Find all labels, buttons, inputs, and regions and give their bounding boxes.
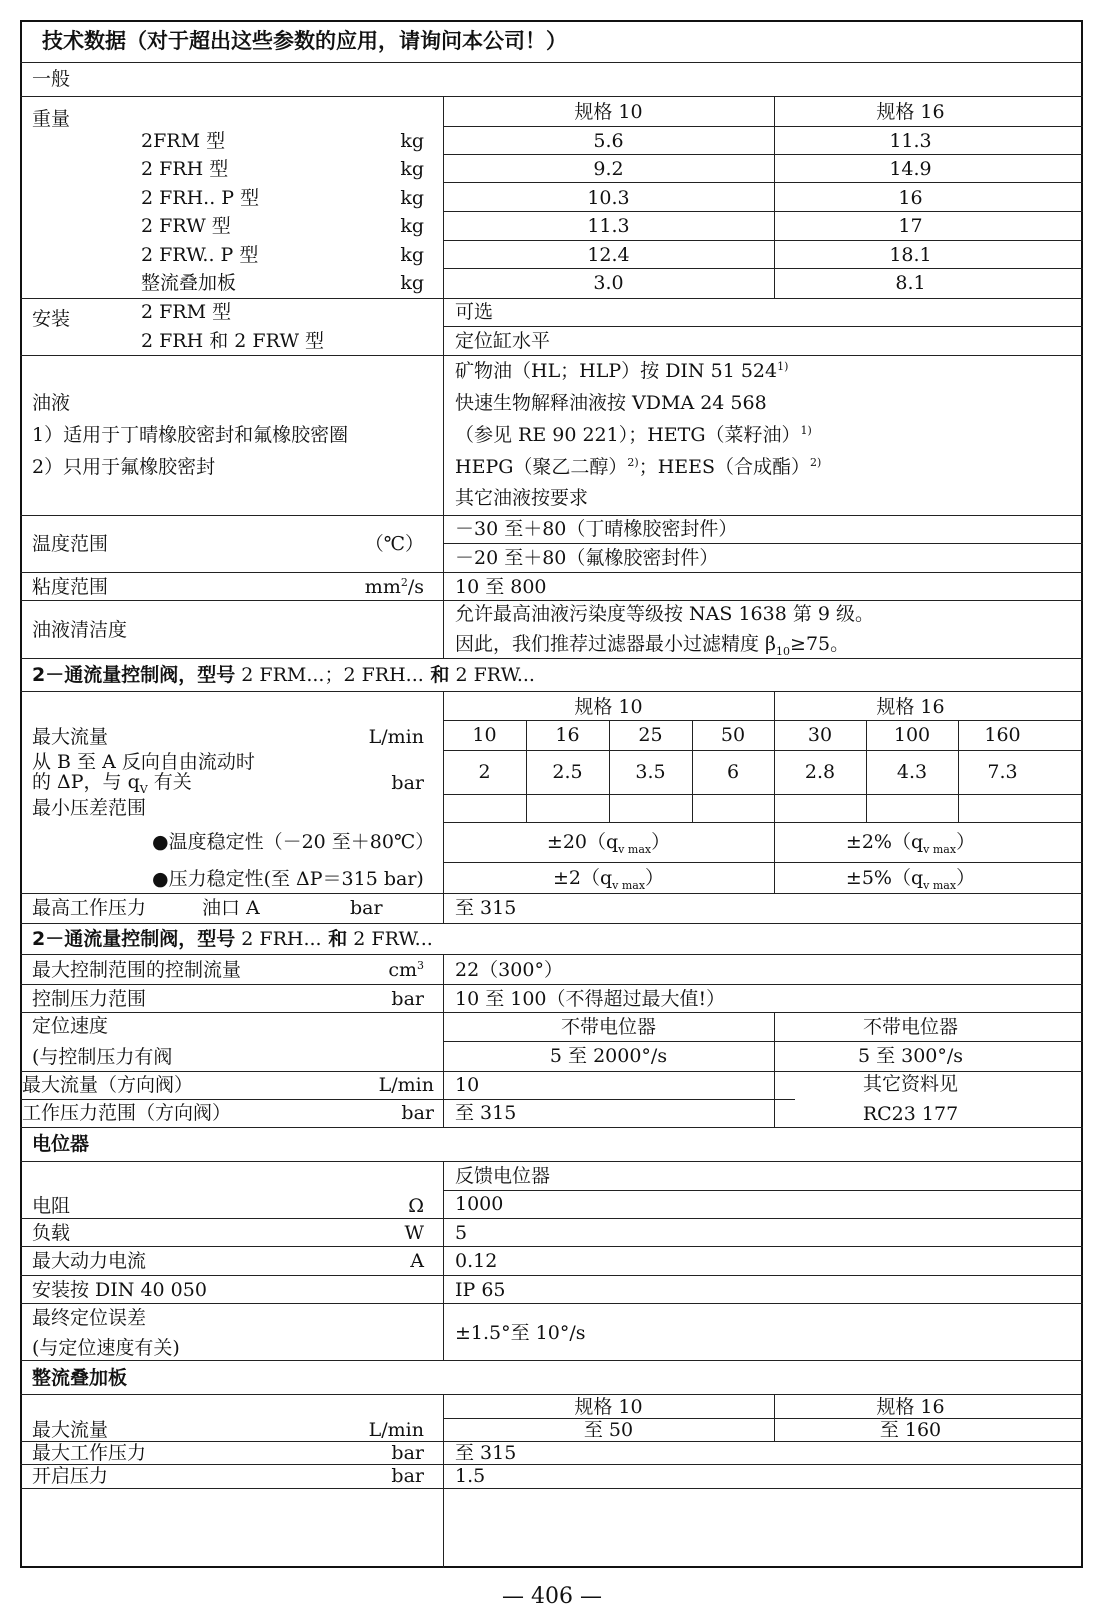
weight-v10-5: 3.0: [593, 272, 624, 294]
weight-unit-2: kg: [400, 187, 424, 209]
s2-dp-4: 2.8: [804, 761, 836, 783]
s3-dir-flow-label: 最大流量（方向阀）: [22, 1074, 194, 1096]
s2-press-stab-v10: $\pm 2(q_{v max})$: [552, 867, 665, 892]
installation-value-1: 定位缸水平: [455, 330, 551, 352]
fluid-note-2: 2）只用于氟橡胶密封: [32, 456, 216, 478]
s3-ctrl-flow-unit: $cm^3$: [388, 959, 424, 981]
s2-dp-6: 7.3: [987, 761, 1018, 783]
general-heading: 一般: [32, 68, 71, 90]
weight-unit-0: kg: [400, 130, 424, 152]
s2-maxflow-5: 100: [893, 724, 931, 746]
s2-maxpress-value: 至 315: [455, 897, 517, 919]
weight-type-0: 2FRM 型: [141, 130, 226, 152]
s2-temp-stab-v16: $\pm 2\%(q_{v max})$: [845, 831, 976, 856]
temperature-label: 温度范围: [32, 533, 109, 555]
s2-maxflow-4: 30: [807, 724, 833, 746]
weight-v10-3: 11.3: [587, 215, 630, 237]
pot-label-0: 电阻: [32, 1195, 71, 1217]
weight-size10-header: 规格 10: [574, 101, 643, 123]
s3-dir-press-label: 工作压力范围（方向阀）: [22, 1102, 232, 1124]
weight-v16-1: 14.9: [889, 158, 932, 180]
s3-ctrl-flow-label: 最大控制范围的控制流量: [32, 959, 242, 981]
pot-value-3: IP 65: [455, 1279, 506, 1301]
s3-other-info-1: 其它资料见: [862, 1073, 958, 1095]
s2-maxpress-port: 油口 A: [202, 897, 260, 919]
fluid-note-1: 1）适用于丁晴橡胶密封和氟橡胶密圈: [32, 424, 349, 446]
s2-dp-label-2: 的 ΔP，与 $q_V$ 有关: [32, 771, 192, 796]
weight-v10-2: 10.3: [587, 187, 630, 209]
s3-dir-flow-value: 10: [455, 1074, 480, 1096]
weight-type-3: 2 FRW 型: [141, 215, 231, 237]
fluid-line-5: 其它油液按要求: [455, 487, 589, 509]
weight-v10-4: 12.4: [587, 244, 630, 266]
s3-pos-speed-v10: 5 至 2000°/s: [549, 1045, 668, 1067]
rect-crack-unit: bar: [391, 1465, 424, 1487]
pot-unit-0: Ω: [408, 1195, 424, 1217]
cleanliness-line-2: 因此，我们推荐过滤器最小过滤精度 $\beta_{10}\ge 75$。: [455, 633, 850, 658]
pot-value-1: 5: [455, 1222, 468, 1244]
s2-maxflow-3: 50: [720, 724, 746, 746]
pot-pos-error-label-2: (与定位速度有关): [32, 1337, 180, 1359]
s2-press-stab-label: ●压力稳定性(至 ΔP＝315 bar): [152, 868, 424, 890]
s2-dp-1: 2.5: [552, 761, 583, 783]
rect-size10-header: 规格 10: [574, 1396, 643, 1418]
weight-v16-2: 16: [898, 187, 923, 209]
weight-type-4: 2 FRW.. P 型: [141, 244, 259, 266]
installation-type-1: 2 FRH 和 2 FRW 型: [141, 330, 325, 352]
potentiometer-heading: 电位器: [32, 1133, 90, 1155]
s2-size16-header: 规格 16: [876, 696, 945, 718]
viscosity-unit: $mm^2/s$: [364, 576, 424, 598]
weight-unit-3: kg: [400, 215, 424, 237]
s2-maxflow-6: 160: [984, 724, 1021, 746]
weight-label: 重量: [32, 108, 71, 130]
fluid-label: 油液: [32, 392, 71, 414]
rect-maxflow-v16: 至 160: [879, 1419, 942, 1441]
rect-maxflow-unit: L/min: [368, 1419, 424, 1441]
viscosity-label: 粘度范围: [32, 576, 109, 598]
rect-maxpress-value: 至 315: [455, 1442, 517, 1464]
rect-maxflow-label: 最大流量: [32, 1419, 109, 1441]
pot-pos-error-label-1: 最终定位误差: [32, 1307, 147, 1329]
rect-crack-label: 开启压力: [32, 1465, 109, 1487]
weight-v16-0: 11.3: [889, 130, 932, 152]
temperature-line-2: －20 至＋80（氟橡胶密封件）: [455, 547, 719, 569]
weight-type-1: 2 FRH 型: [141, 158, 229, 180]
s2-dp-2: 3.5: [635, 761, 666, 783]
rect-maxflow-v10: 至 50: [583, 1419, 634, 1441]
cleanliness-line-1: 允许最高油液污染度等级按 NAS 1638 第 9 级。: [455, 603, 875, 625]
pot-unit-2: A: [410, 1250, 424, 1272]
s3-ctrl-press-label: 控制压力范围: [32, 988, 147, 1010]
s3-dir-flow-unit: L/min: [378, 1074, 434, 1096]
rect-maxpress-unit: bar: [391, 1442, 424, 1464]
s2-temp-stab-label: ●温度稳定性（－20 至＋80℃）: [152, 831, 435, 853]
s3-dir-press-value: 至 315: [455, 1102, 517, 1124]
weight-unit-1: kg: [400, 158, 424, 180]
s2-press-stab-v16: $\pm 5\%(q_{v max})$: [845, 867, 976, 892]
rectifier-heading: 整流叠加板: [32, 1367, 128, 1389]
installation-type-0: 2 FRM 型: [141, 301, 232, 323]
s2-temp-stab-v10: $\pm 20(q_{v max})$: [546, 831, 671, 856]
weight-type-5: 整流叠加板: [141, 272, 237, 294]
installation-value-0: 可选: [455, 301, 494, 323]
s2-maxpress-label: 最高工作压力: [32, 897, 147, 919]
s2-maxflow-1: 16: [555, 724, 580, 746]
s2-dp-0: 2: [478, 761, 491, 783]
weight-unit-4: kg: [400, 244, 424, 266]
s3-pos-speed-label-2: (与控制压力有阀: [32, 1046, 173, 1068]
pot-pos-error-value: ±1.5°至 10°/s: [455, 1322, 586, 1344]
s3-pos-speed-v16: 5 至 300°/s: [857, 1045, 964, 1067]
s3-other-info-2: RC23 177: [862, 1103, 959, 1125]
weight-v16-3: 17: [898, 215, 923, 237]
s2-maxflow-label: 最大流量: [32, 726, 109, 748]
page-number: — 406 —: [502, 1584, 602, 1609]
weight-v16-5: 8.1: [895, 272, 926, 294]
weight-unit-5: kg: [400, 272, 424, 294]
fluid-line-1: 矿物油（HL；HLP）按 DIN 51 524$^{1)}$: [455, 360, 789, 382]
s3-pos-speed-label-1: 定位速度: [32, 1015, 109, 1037]
s2-min-dp-label: 最小压差范围: [32, 797, 147, 819]
s2-maxpress-unit: bar: [350, 897, 383, 919]
temperature-line-1: －30 至＋80（丁晴橡胶密封件）: [455, 518, 738, 540]
weight-v10-1: 9.2: [593, 158, 624, 180]
page-title: 技术数据（对于超出这些参数的应用，请询问本公司！）: [42, 29, 567, 53]
s3-ctrl-flow-value: 22（300°）: [455, 959, 563, 981]
cleanliness-label: 油液清洁度: [32, 619, 128, 641]
s3-ctrl-press-value: 10 至 100（不得超过最大值!）: [455, 988, 726, 1010]
pot-value-2: 0.12: [455, 1250, 498, 1272]
temperature-unit: （℃）: [364, 533, 424, 555]
s2-maxflow-2: 25: [638, 724, 663, 746]
weight-size16-header: 规格 16: [876, 101, 945, 123]
s2-size10-header: 规格 10: [574, 696, 643, 718]
s3-ctrl-press-unit: bar: [391, 988, 424, 1010]
s3-pos-speed-h10: 不带电位器: [560, 1016, 656, 1038]
weight-v16-4: 18.1: [889, 244, 932, 266]
fluid-line-4: HEPG（聚乙二醇）$^{2)}$；HEES（合成酯）$^{2)}$: [455, 456, 822, 478]
s2-dp-5: 4.3: [896, 761, 928, 783]
s2-dp-label-1: 从 B 至 A 反向自由流动时: [32, 751, 255, 773]
viscosity-value: 10 至 800: [455, 576, 547, 598]
fluid-line-3: （参见 RE 90 221）；HETG（菜籽油）$^{1)}$: [455, 424, 812, 446]
pot-value-0: 1000: [455, 1193, 504, 1215]
rect-maxpress-label: 最大工作压力: [32, 1442, 147, 1464]
rect-size16-header: 规格 16: [876, 1396, 945, 1418]
s2-dp-3: 6: [726, 761, 740, 783]
s3-dir-press-unit: bar: [401, 1102, 434, 1124]
pot-label-2: 最大动力电流: [32, 1250, 147, 1272]
weight-v10-0: 5.6: [593, 130, 624, 152]
pot-unit-1: W: [404, 1222, 424, 1244]
rect-crack-value: 1.5: [455, 1465, 486, 1487]
fluid-line-2: 快速生物解释油液按 VDMA 24 568: [455, 392, 767, 414]
s2-maxflow-0: 10: [472, 724, 497, 746]
pot-label-1: 负载: [32, 1222, 71, 1244]
s2-dp-unit: bar: [391, 772, 424, 794]
pot-label-3: 安装按 DIN 40 050: [32, 1279, 207, 1301]
installation-label: 安装: [32, 308, 71, 330]
s2-maxflow-unit: L/min: [368, 726, 424, 748]
weight-type-2: 2 FRH.. P 型: [141, 187, 260, 209]
potentiometer-header: 反馈电位器: [455, 1165, 551, 1187]
s3-pos-speed-h16: 不带电位器: [862, 1016, 958, 1038]
section3-heading: 2－通流量控制阀，型号 2 FRH... 和 2 FRW...: [32, 928, 433, 950]
section2-heading: 2－通流量控制阀，型号 2 FRM...；2 FRH... 和 2 FRW...: [32, 664, 535, 686]
